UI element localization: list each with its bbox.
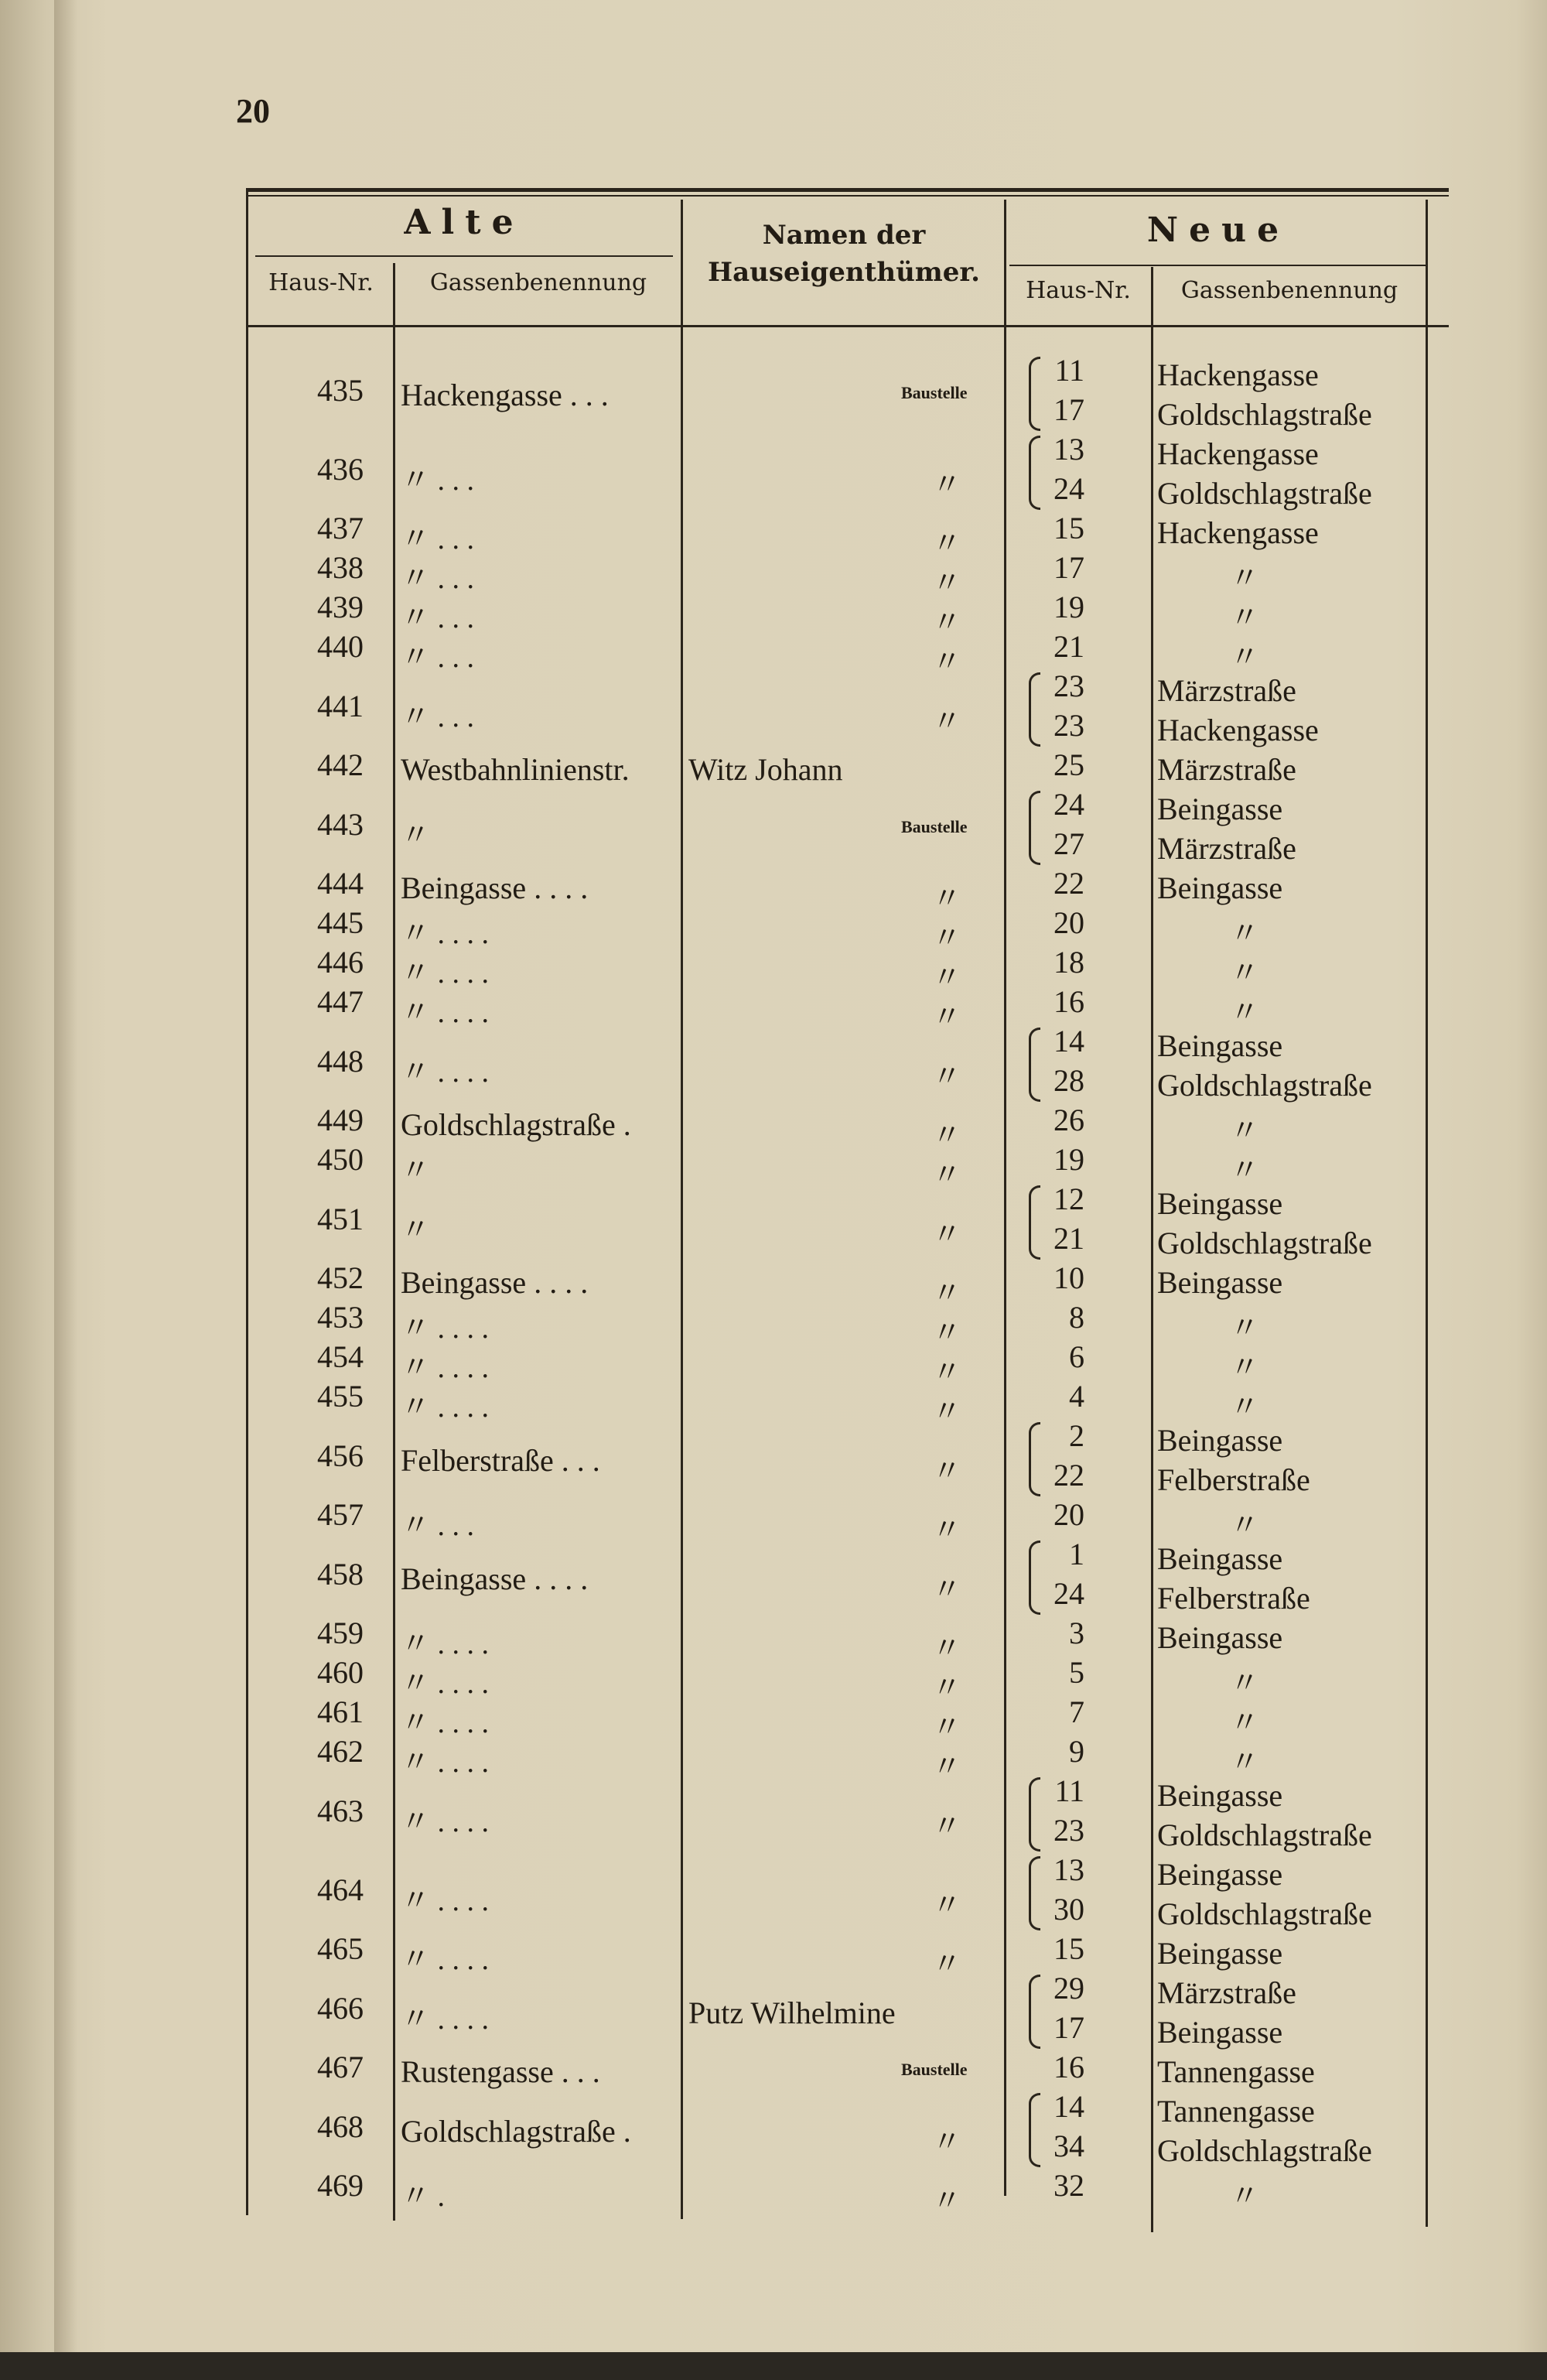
new-street-name: Beingasse	[1157, 1857, 1283, 1892]
owner-name: 〃	[932, 1573, 962, 1606]
old-house-number: 438	[317, 550, 364, 585]
owner-name: 〃	[932, 1948, 962, 1981]
old-street-name: 〃 . . .	[401, 700, 475, 733]
owner-name: 〃	[932, 1060, 962, 1093]
old-street-name: 〃 . . .	[401, 523, 475, 556]
header-old-group: Alte	[404, 203, 524, 242]
old-house-number: 466	[317, 1990, 364, 2026]
new-house-number: 7	[1069, 1694, 1084, 1729]
new-street-name: Tannengasse	[1157, 2054, 1315, 2089]
new-house-number: 11	[1054, 1773, 1084, 1808]
old-house-number: 450	[317, 1142, 364, 1177]
old-house-number: 443	[317, 806, 364, 842]
owner-name: 〃	[932, 922, 962, 955]
old-street-name: 〃	[401, 819, 431, 852]
new-house-number: 9	[1069, 1734, 1084, 1769]
new-house-number: 16	[1054, 2050, 1084, 2084]
new-street-name: Beingasse	[1157, 1936, 1283, 1971]
owner-name: 〃	[932, 528, 962, 560]
col-line-new-sep	[1151, 267, 1153, 2232]
new-house-number: 23	[1054, 669, 1084, 703]
old-street-name: Beingasse . . . .	[401, 1561, 589, 1596]
new-house-number: 15	[1054, 1931, 1084, 1966]
old-house-number: 455	[317, 1379, 364, 1414]
new-street-name: Goldschlagstraße	[1157, 1226, 1372, 1260]
owner-name: 〃	[932, 1396, 962, 1428]
new-street-name: Hackengasse	[1157, 436, 1319, 471]
old-house-number: 445	[317, 905, 364, 940]
new-house-number: 29	[1054, 1971, 1084, 2006]
old-house-number: 460	[317, 1655, 364, 1690]
new-house-number: 16	[1054, 984, 1084, 1019]
new-street-name: Tannengasse	[1157, 2094, 1315, 2129]
old-house-number: 453	[317, 1300, 364, 1335]
old-house-number: 458	[317, 1556, 364, 1592]
old-street-name: Westbahnlinienstr.	[401, 752, 630, 787]
col-line-right	[1426, 200, 1428, 2227]
new-street-name: Beingasse	[1157, 2015, 1283, 2050]
header-owner	[684, 217, 1004, 291]
owner-name: Baustelle	[901, 382, 968, 402]
old-street-name: Beingasse . . . .	[401, 870, 589, 905]
new-street-name: 〃	[1230, 1510, 1260, 1542]
new-street-name: Beingasse	[1157, 1778, 1283, 1813]
owner-name: Baustelle	[901, 816, 968, 836]
old-street-name: Hackengasse . . .	[401, 377, 609, 412]
new-street-name: 〃	[1230, 1746, 1260, 1779]
new-house-number: 28	[1054, 1063, 1084, 1098]
old-house-number: 448	[317, 1043, 364, 1079]
old-street-name: 〃	[401, 1213, 431, 1246]
old-house-number: 459	[317, 1616, 364, 1650]
new-house-number: 26	[1054, 1103, 1084, 1137]
new-street-name: 〃	[1230, 1154, 1260, 1187]
old-street-name: 〃 . . .	[401, 602, 475, 634]
new-street-name: Goldschlagstraße	[1157, 2133, 1372, 2168]
owner-name: 〃	[932, 1889, 962, 1922]
new-street-name: 〃	[1230, 1391, 1260, 1424]
owner-name: 〃	[932, 962, 962, 994]
header-new-house-no: Haus-Nr.	[1026, 277, 1131, 304]
old-house-number: 446	[317, 945, 364, 980]
old-house-number: 451	[317, 1201, 364, 1236]
owner-name: Witz Johann	[688, 752, 843, 787]
new-house-number: 20	[1054, 1497, 1084, 1532]
old-street-name: 〃 . . . .	[401, 1312, 490, 1345]
old-house-number: 441	[317, 688, 364, 723]
new-house-number: 3	[1069, 1616, 1084, 1650]
new-street-name: Märzstraße	[1157, 673, 1296, 708]
old-house-number: 467	[317, 2050, 364, 2084]
old-house-number: 439	[317, 590, 364, 624]
new-street-name: Goldschlagstraße	[1157, 1817, 1372, 1852]
new-street-name: 〃	[1230, 2180, 1260, 2213]
new-house-number: 15	[1054, 511, 1084, 545]
old-house-number: 461	[317, 1694, 364, 1729]
old-street-name: 〃 . . . .	[401, 1391, 490, 1424]
new-street-name: 〃	[1230, 1312, 1260, 1345]
old-house-number: 463	[317, 1793, 364, 1828]
owner-name: 〃	[932, 1751, 962, 1783]
new-street-name: 〃	[1230, 1667, 1260, 1700]
new-street-name: Märzstraße	[1157, 752, 1296, 787]
old-street-name: 〃 . . . .	[401, 1667, 490, 1700]
new-street-name: Beingasse	[1157, 792, 1283, 826]
old-house-number: 468	[317, 2108, 364, 2144]
new-house-number: 17	[1054, 392, 1084, 427]
new-house-number: 32	[1054, 2168, 1084, 2203]
owner-name: 〃	[932, 1356, 962, 1389]
table-top-rule-thin	[246, 195, 1449, 197]
old-house-number: 465	[317, 1931, 364, 1966]
col-line-owner-left	[681, 200, 683, 2219]
new-street-name: Märzstraße	[1157, 1975, 1296, 2010]
old-street-name: 〃 . . .	[401, 463, 475, 497]
old-street-name: 〃 .	[401, 2180, 446, 2213]
new-street-name: Goldschlagstraße	[1157, 1896, 1372, 1931]
col-line-left	[246, 188, 248, 2215]
new-street-name: 〃	[1230, 641, 1260, 674]
old-street-name: 〃 . . . .	[401, 1055, 490, 1089]
header-old-street: Gassenbenennung	[429, 269, 647, 296]
owner-name: 〃	[932, 1317, 962, 1349]
old-street-name: Rustengasse . . .	[401, 2054, 600, 2089]
old-street-name: 〃 . . . .	[401, 1746, 490, 1779]
old-house-number: 447	[317, 984, 364, 1019]
new-house-number: 22	[1054, 866, 1084, 901]
new-house-number: 5	[1069, 1655, 1084, 1690]
new-house-number: 14	[1054, 2089, 1084, 2124]
new-house-number: 20	[1054, 905, 1084, 940]
new-house-number: 24	[1054, 1576, 1084, 1611]
scan-bottom-edge	[0, 2352, 1547, 2380]
old-street-name: 〃 . . . .	[401, 1352, 490, 1384]
new-street-name: Goldschlagstraße	[1157, 397, 1372, 432]
new-house-number: 17	[1054, 2010, 1084, 2045]
col-line-old-sep	[393, 263, 395, 2221]
new-house-number: 17	[1054, 550, 1084, 585]
old-house-number: 456	[317, 1438, 364, 1473]
new-street-name: 〃	[1230, 997, 1260, 1029]
old-street-name: 〃 . . .	[401, 1510, 475, 1542]
old-house-number: 436	[317, 451, 364, 487]
old-street-name: Felberstraße . . .	[401, 1442, 600, 1478]
old-street-name: Beingasse . . . .	[401, 1265, 589, 1300]
header-new-street: Gassenbenennung	[1180, 277, 1398, 304]
owner-name: 〃	[932, 2125, 962, 2159]
new-street-name: Hackengasse	[1157, 713, 1319, 747]
table-top-rule	[246, 188, 1449, 192]
new-house-number: 24	[1054, 787, 1084, 822]
owner-name: 〃	[932, 883, 962, 915]
owner-name: 〃	[932, 1514, 962, 1547]
owner-name: 〃	[932, 1672, 962, 1705]
old-house-number: 449	[317, 1103, 364, 1137]
new-street-name: 〃	[1230, 563, 1260, 595]
new-house-number: 1	[1069, 1537, 1084, 1571]
new-house-number: 34	[1054, 2129, 1084, 2163]
old-street-name: 〃 . . . .	[401, 1884, 490, 1917]
owner-name: 〃	[932, 1001, 962, 1034]
owner-name: Putz Wilhelmine	[688, 1995, 896, 2030]
new-house-number: 22	[1054, 1458, 1084, 1493]
old-house-number: 454	[317, 1339, 364, 1374]
new-street-name: Märzstraße	[1157, 831, 1296, 866]
old-street-name: 〃 . . . .	[401, 1707, 490, 1739]
old-street-name: 〃	[401, 1154, 431, 1187]
old-house-number: 464	[317, 1872, 364, 1907]
new-house-number: 12	[1054, 1181, 1084, 1216]
new-street-name: 〃	[1230, 1707, 1260, 1739]
new-street-name: 〃	[1230, 1352, 1260, 1384]
new-house-number: 8	[1069, 1300, 1084, 1335]
old-house-number: 469	[317, 2168, 364, 2203]
new-street-name: 〃	[1230, 1115, 1260, 1147]
new-street-name: Felberstraße	[1157, 1581, 1310, 1616]
old-house-number: 444	[317, 866, 364, 901]
old-street-name: 〃 . . . .	[401, 1944, 490, 1976]
new-street-name: 〃	[1230, 957, 1260, 990]
old-street-name: 〃 . . .	[401, 563, 475, 595]
new-house-number: 25	[1054, 747, 1084, 782]
new-group-underline	[1009, 265, 1427, 266]
owner-name: 〃	[932, 1455, 962, 1488]
new-street-name: Hackengasse	[1157, 357, 1319, 392]
new-house-number: 2	[1069, 1418, 1084, 1453]
new-house-number: 4	[1069, 1379, 1084, 1414]
new-house-number: 11	[1054, 353, 1084, 388]
new-house-number: 27	[1054, 826, 1084, 861]
owner-name: 〃	[932, 1120, 962, 1152]
new-street-name: Goldschlagstraße	[1157, 476, 1372, 511]
page-spine-shadow	[54, 0, 77, 2380]
owner-name: 〃	[932, 1633, 962, 1665]
new-street-name: Hackengasse	[1157, 515, 1319, 550]
new-street-name: Beingasse	[1157, 1186, 1283, 1221]
new-house-number: 19	[1054, 1142, 1084, 1177]
header-owner-line2: Hauseigenthümer.	[707, 257, 981, 288]
new-house-number: 30	[1054, 1892, 1084, 1927]
new-house-number: 13	[1054, 1852, 1084, 1887]
new-street-name: Beingasse	[1157, 870, 1283, 905]
new-street-name: 〃	[1230, 918, 1260, 950]
new-house-number: 10	[1054, 1260, 1084, 1295]
new-house-number: 19	[1054, 590, 1084, 624]
new-house-number: 14	[1054, 1024, 1084, 1058]
new-house-number: 24	[1054, 471, 1084, 506]
old-street-name: 〃 . . .	[401, 641, 475, 674]
new-house-number: 23	[1054, 1813, 1084, 1848]
owner-name: 〃	[932, 2185, 962, 2218]
new-street-name: Beingasse	[1157, 1028, 1283, 1063]
new-house-number: 6	[1069, 1339, 1084, 1374]
header-old-house-no: Haus-Nr.	[268, 269, 374, 296]
owner-name: 〃	[932, 705, 962, 738]
new-house-number: 23	[1054, 708, 1084, 743]
old-house-number: 435	[317, 372, 364, 408]
old-street-name: 〃 . . . .	[401, 957, 490, 990]
owner-name: 〃	[932, 1711, 962, 1744]
owner-name: 〃	[932, 607, 962, 639]
old-street-name: 〃 . . . .	[401, 997, 490, 1029]
new-house-number: 21	[1054, 629, 1084, 664]
owner-name: Baustelle	[901, 2060, 968, 2079]
header-bottom-rule	[246, 325, 1449, 327]
old-street-name: 〃 . . . .	[401, 918, 490, 950]
owner-name: 〃	[932, 1810, 962, 1843]
old-house-number: 437	[317, 511, 364, 545]
new-street-name: Beingasse	[1157, 1620, 1283, 1655]
old-street-name: Goldschlagstraße .	[401, 2113, 631, 2149]
old-street-name: Goldschlagstraße .	[401, 1107, 631, 1142]
new-house-number: 13	[1054, 432, 1084, 467]
old-street-name: 〃 . . . .	[401, 1805, 490, 1838]
old-group-underline	[255, 255, 673, 257]
old-street-name: 〃 . . . .	[401, 2002, 490, 2036]
owner-name: 〃	[932, 1159, 962, 1192]
new-house-number: 18	[1054, 945, 1084, 980]
header-owner-line1: Namen der	[762, 220, 926, 251]
new-street-name: Goldschlagstraße	[1157, 1068, 1372, 1103]
owner-name: 〃	[932, 1277, 962, 1310]
new-street-name: Beingasse	[1157, 1541, 1283, 1576]
new-house-number: 21	[1054, 1221, 1084, 1256]
old-house-number: 452	[317, 1260, 364, 1295]
new-street-name: Beingasse	[1157, 1423, 1283, 1458]
owner-name: 〃	[932, 1218, 962, 1251]
owner-name: 〃	[932, 468, 962, 501]
old-house-number: 440	[317, 629, 364, 664]
old-house-number: 457	[317, 1497, 364, 1532]
new-street-name: Felberstraße	[1157, 1462, 1310, 1497]
page-number: 20	[236, 92, 270, 130]
old-street-name: 〃 . . . .	[401, 1628, 490, 1660]
new-street-name: 〃	[1230, 602, 1260, 634]
old-house-number: 442	[317, 747, 364, 782]
new-street-name: Beingasse	[1157, 1265, 1283, 1300]
owner-name: 〃	[932, 646, 962, 679]
owner-name: 〃	[932, 567, 962, 600]
header-new-group: Neue	[1146, 210, 1290, 250]
old-house-number: 462	[317, 1734, 364, 1769]
